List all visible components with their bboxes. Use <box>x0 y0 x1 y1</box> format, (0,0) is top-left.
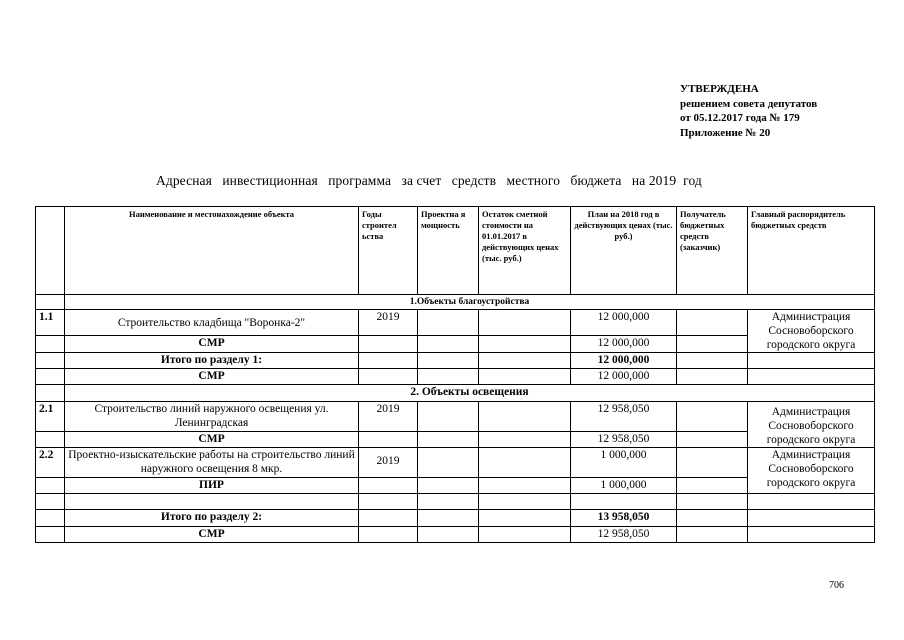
empty-cell <box>418 353 479 369</box>
budget-manager: Администрация Сосновоборского городского округа <box>748 402 875 448</box>
empty-cell <box>65 494 359 510</box>
empty-cell <box>748 353 875 369</box>
table-header-row <box>36 207 875 295</box>
empty-cell <box>479 494 571 510</box>
empty-cell <box>748 510 875 527</box>
section-1-total-label: Итого по разделу 1: <box>65 353 359 369</box>
empty-cell <box>36 478 65 494</box>
object-name: Строительство кладбища "Воронка-2" <box>65 310 359 336</box>
construction-year: 2019 <box>359 402 418 432</box>
empty-cell <box>359 335 418 352</box>
smr-value: 12 958,050 <box>571 527 677 543</box>
document-title: Адресная инвестиционная программа за счет средств местного бюджета на 2019 год <box>156 173 702 188</box>
object-name: Строительство линий наружного освещения ул. Ленинградская <box>65 402 359 432</box>
empty-cell <box>479 510 571 527</box>
approval-appendix: Приложение № 20 <box>680 126 771 139</box>
pir-value: 1 000,000 <box>571 478 677 494</box>
section-2-title: 2. Объекты освещения <box>65 385 875 402</box>
empty-cell <box>36 385 65 402</box>
object-name: Проектно-изыскательские работы на строительство линий наружного освещения 8 мкр. <box>65 448 359 478</box>
empty-cell <box>479 527 571 543</box>
empty-cell <box>748 494 875 510</box>
header-remainder: Остаток сметной стоимости на 01.01.2017 в действующих ценах (тыс. руб.) <box>479 207 571 295</box>
plan-value: 12 958,050 <box>571 402 677 432</box>
empty-cell <box>359 510 418 527</box>
empty-cell <box>677 369 748 385</box>
approval-decision: решением совета депутатов <box>680 97 818 110</box>
empty-cell <box>479 353 571 369</box>
header-plan: План на 2018 год в действующих ценах (тыс. руб.) <box>571 207 677 295</box>
section-2-total-value: 13 958,050 <box>571 510 677 527</box>
row-number: 2.1 <box>36 402 65 432</box>
empty-cell <box>748 369 875 385</box>
table-row <box>36 402 875 432</box>
smr-value: 12 000,000 <box>571 335 677 352</box>
header-number <box>36 207 65 295</box>
empty-cell <box>418 310 479 336</box>
empty-cell <box>36 335 65 352</box>
empty-cell <box>479 432 571 448</box>
empty-cell <box>479 448 571 478</box>
pir-label: ПИР <box>65 478 359 494</box>
section-row <box>36 385 875 402</box>
empty-cell <box>359 527 418 543</box>
empty-cell <box>748 527 875 543</box>
empty-cell <box>359 369 418 385</box>
empty-cell <box>677 448 748 478</box>
empty-cell <box>479 402 571 432</box>
table-row <box>36 353 875 369</box>
plan-value: 1 000,000 <box>571 448 677 478</box>
table-row <box>36 494 875 510</box>
smr-value: 12 000,000 <box>571 369 677 385</box>
empty-cell <box>418 432 479 448</box>
smr-value: 12 958,050 <box>571 432 677 448</box>
empty-cell <box>479 335 571 352</box>
budget-manager: Администрация Сосновоборского городского округа <box>748 310 875 353</box>
empty-cell <box>571 494 677 510</box>
empty-cell <box>36 527 65 543</box>
empty-cell <box>677 335 748 352</box>
section-1-total-value: 12 000,000 <box>571 353 677 369</box>
row-number: 2.2 <box>36 448 65 478</box>
section-1-title: 1.Объекты благоустройства <box>65 295 875 310</box>
plan-value: 12 000,000 <box>571 310 677 336</box>
construction-year: 2019 <box>359 448 418 478</box>
empty-cell <box>677 494 748 510</box>
table-row <box>36 527 875 543</box>
approval-date: от 05.12.2017 года № 179 <box>680 112 800 124</box>
empty-cell <box>359 494 418 510</box>
investment-program-table <box>35 206 875 543</box>
section-row <box>36 295 875 310</box>
empty-cell <box>677 402 748 432</box>
header-capacity: Проектна я мощность <box>418 207 479 295</box>
empty-cell <box>359 432 418 448</box>
empty-cell <box>36 353 65 369</box>
empty-cell <box>36 369 65 385</box>
header-years: Годы строител ьства <box>359 207 418 295</box>
empty-cell <box>418 369 479 385</box>
table-row <box>36 510 875 527</box>
section-2-total-label: Итого по разделу 2: <box>65 510 359 527</box>
empty-cell <box>479 478 571 494</box>
table-row <box>36 310 875 336</box>
approval-stamp <box>680 82 817 140</box>
empty-cell <box>418 494 479 510</box>
budget-manager: Администрация Сосновоборского городского округа <box>748 448 875 494</box>
empty-cell <box>479 310 571 336</box>
smr-label: СМР <box>65 335 359 352</box>
empty-cell <box>36 510 65 527</box>
empty-cell <box>359 353 418 369</box>
empty-cell <box>418 402 479 432</box>
table-row <box>36 448 875 478</box>
empty-cell <box>418 527 479 543</box>
header-manager: Главный распорядитель бюджетных средств <box>748 207 875 295</box>
empty-cell <box>418 335 479 352</box>
empty-cell <box>677 310 748 336</box>
header-name: Наименование и местонахождение объекта <box>65 207 359 295</box>
row-number: 1.1 <box>36 310 65 336</box>
empty-cell <box>677 432 748 448</box>
page-number: 706 <box>829 580 844 591</box>
header-recipient: Получатель бюджетных средств (заказчик) <box>677 207 748 295</box>
empty-cell <box>677 527 748 543</box>
empty-cell <box>36 295 65 310</box>
construction-year: 2019 <box>359 310 418 336</box>
approval-title: УТВЕРЖДЕНА <box>680 83 759 95</box>
empty-cell <box>677 510 748 527</box>
smr-label: СМР <box>65 369 359 385</box>
smr-label: СМР <box>65 527 359 543</box>
table-row <box>36 369 875 385</box>
empty-cell <box>418 448 479 478</box>
empty-cell <box>359 478 418 494</box>
empty-cell <box>418 478 479 494</box>
empty-cell <box>677 353 748 369</box>
empty-cell <box>36 494 65 510</box>
smr-label: СМР <box>65 432 359 448</box>
empty-cell <box>677 478 748 494</box>
empty-cell <box>418 510 479 527</box>
empty-cell <box>36 432 65 448</box>
empty-cell <box>479 369 571 385</box>
